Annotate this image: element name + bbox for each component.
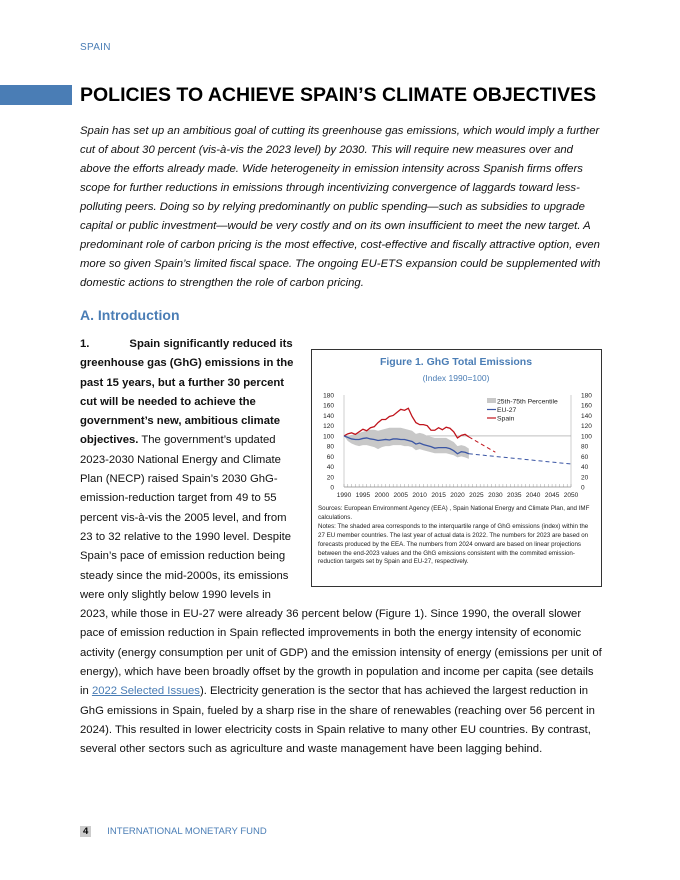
footer-org: INTERNATIONAL MONETARY FUND: [107, 826, 267, 837]
y-tick-label-right: 160: [581, 402, 592, 410]
figure-1: [311, 349, 602, 587]
y-tick-label-right: 120: [581, 423, 592, 431]
para-text-2: ). Electricity generation is the sector that has achieved the largest reduction in GhG emissions in Spain, fueled by a sharp rise in the share of renewables (reaching over 56 percent in 2024). This resulted in lower electricity costs in Spain relative to many other EU countries. By contrast, several other sectors such as agriculture and waste management have been lagging behind.: [80, 685, 595, 756]
x-tick-label: 2005: [393, 492, 408, 499]
y-tick-label-right: 100: [581, 433, 592, 441]
legend-label: 25th-75th Percentile: [497, 398, 558, 406]
figure-notes: [318, 505, 596, 567]
y-tick-label-right: 60: [581, 453, 589, 461]
body-paragraph: [80, 335, 602, 760]
figure-sources: Sources: European Environment Agency (EEA) , Spain National Energy and Climate Plan, and IMF calculations.: [318, 505, 590, 521]
y-tick-label-left: 160: [323, 402, 334, 410]
percentile-band: [344, 428, 469, 459]
page-title: POLICIES TO ACHIEVE SPAIN’S CLIMATE OBJECTIVES: [80, 84, 597, 106]
x-tick-label: 2050: [563, 492, 579, 499]
y-tick-label-left: 180: [323, 392, 334, 400]
x-tick-label: 2025: [469, 492, 484, 499]
chart-subtitle: (Index 1990=100): [422, 373, 490, 383]
x-tick-label: 2045: [544, 492, 560, 499]
y-tick-label-left: 80: [326, 443, 334, 451]
x-tick-label: 2015: [431, 492, 446, 499]
legend-swatch: [487, 398, 496, 403]
x-tick-label: 1995: [355, 492, 371, 499]
x-tick-label: 2020: [450, 492, 465, 499]
y-tick-label-right: 0: [581, 484, 585, 492]
para-text: The government’s updated 2023-2030 National Energy and Climate Plan (NECP) raised Spain’s 2030 GhG-emission-reduction target from 49 to 55 percent vis-à-vis the 2005 level, and from 23 to 32 relative to the 1990 level. Despite Spain’s pace of emission reduction being steady since the mid-2000s, its emissions were only slightly below 1990 levels in 2023, while those in EU-27 were already 36 percent below (Figure 1). Since 1990, the overall slower pace of emission reduction in Spain reflected improvements in both the energy intensity of economic activity (energy consumption per unit of GDP) and the emission intensity of energy (emissions per unit of energy), which have been broadly offset by the growth in population and income per capita (see details in: [80, 434, 602, 698]
y-tick-label-left: 120: [323, 423, 334, 431]
content-flow: [80, 122, 602, 760]
y-tick-label-left: 0: [330, 484, 334, 492]
y-tick-label-right: 20: [581, 474, 589, 482]
running-header: SPAIN: [80, 42, 111, 53]
y-tick-label-right: 80: [581, 443, 589, 451]
legend-label: EU-27: [497, 407, 517, 414]
x-tick-label: 2010: [412, 492, 427, 499]
title-accent-bar: [0, 85, 72, 105]
section-heading: A. Introduction: [80, 307, 180, 323]
y-tick-label-left: 140: [323, 412, 334, 420]
x-tick-label: 2030: [488, 492, 503, 499]
figure-notes-text: Notes: The shaded area corresponds to the interquartile range of GhG emissions (index) within the 27 EU member countries. The last year of actual data is 2022. The numbers for 2023 are based on forecasts produced by the EEA. The numbers from 2024 onward are based on linear projections between the end-2023 values and the GhG emissions consistent with the commited emission-reduction targets set by Spain and EU-27, respectively.: [318, 522, 589, 566]
selected-issues-link[interactable]: 2022 Selected Issues: [91, 685, 200, 698]
footer: [80, 826, 267, 837]
x-tick-label: 2040: [525, 492, 541, 499]
legend-label: Spain: [497, 415, 515, 423]
para-lead: Spain significantly reduced its greenhouse gas (GhG) emissions in the past 15 years, but a further 30 percent cut will be needed to achieve the government’s new, ambitious climate objectives.: [80, 338, 294, 447]
y-tick-label-left: 40: [326, 464, 334, 472]
page-number: 4: [80, 826, 91, 837]
figure-label: Figure 1: [379, 356, 421, 368]
y-tick-label-right: 180: [581, 392, 592, 400]
y-tick-label-left: 20: [326, 474, 334, 482]
y-tick-label-left: 100: [323, 433, 334, 441]
para-number: 1.: [80, 338, 90, 350]
y-tick-label-right: 40: [581, 464, 589, 472]
chart: [312, 350, 601, 505]
chart-title: [380, 356, 532, 368]
eu-27-projection: [469, 454, 571, 464]
x-tick-label: 2035: [507, 492, 522, 499]
intro-paragraph: Spain has set up an ambitious goal of cutting its greenhouse gas emissions, which would imply a further cut of about 30 percent (vis-à-vis the 2023 level) by 2030. This will require new measures over and above the efforts already made. Wide heterogeneity in emission intensity across Spanish firms offers scope for further reductions in emissions through incentivizing convergence of laggards toward less-polluting peers. Doing so by relying predominantly on public spending—such as subsidies to upgrade capital or public investment—would be very costly and on its own insufficient to meet the new target. A predominant role of carbon pricing is the most effective, cost-effective and fiscally attractive option, even more so given Spain’s limited fiscal space. The ongoing EU-ETS expansion could be supplemented with domestic actions to strengthen the role of carbon pricing.: [80, 125, 601, 289]
figure-title: . GhG Total Emissions: [420, 356, 533, 368]
x-tick-label: 2000: [374, 492, 390, 499]
spain-projection: [469, 437, 495, 452]
y-tick-label-right: 140: [581, 412, 592, 420]
y-tick-label-left: 60: [326, 453, 334, 461]
x-tick-label: 1990: [336, 492, 352, 499]
